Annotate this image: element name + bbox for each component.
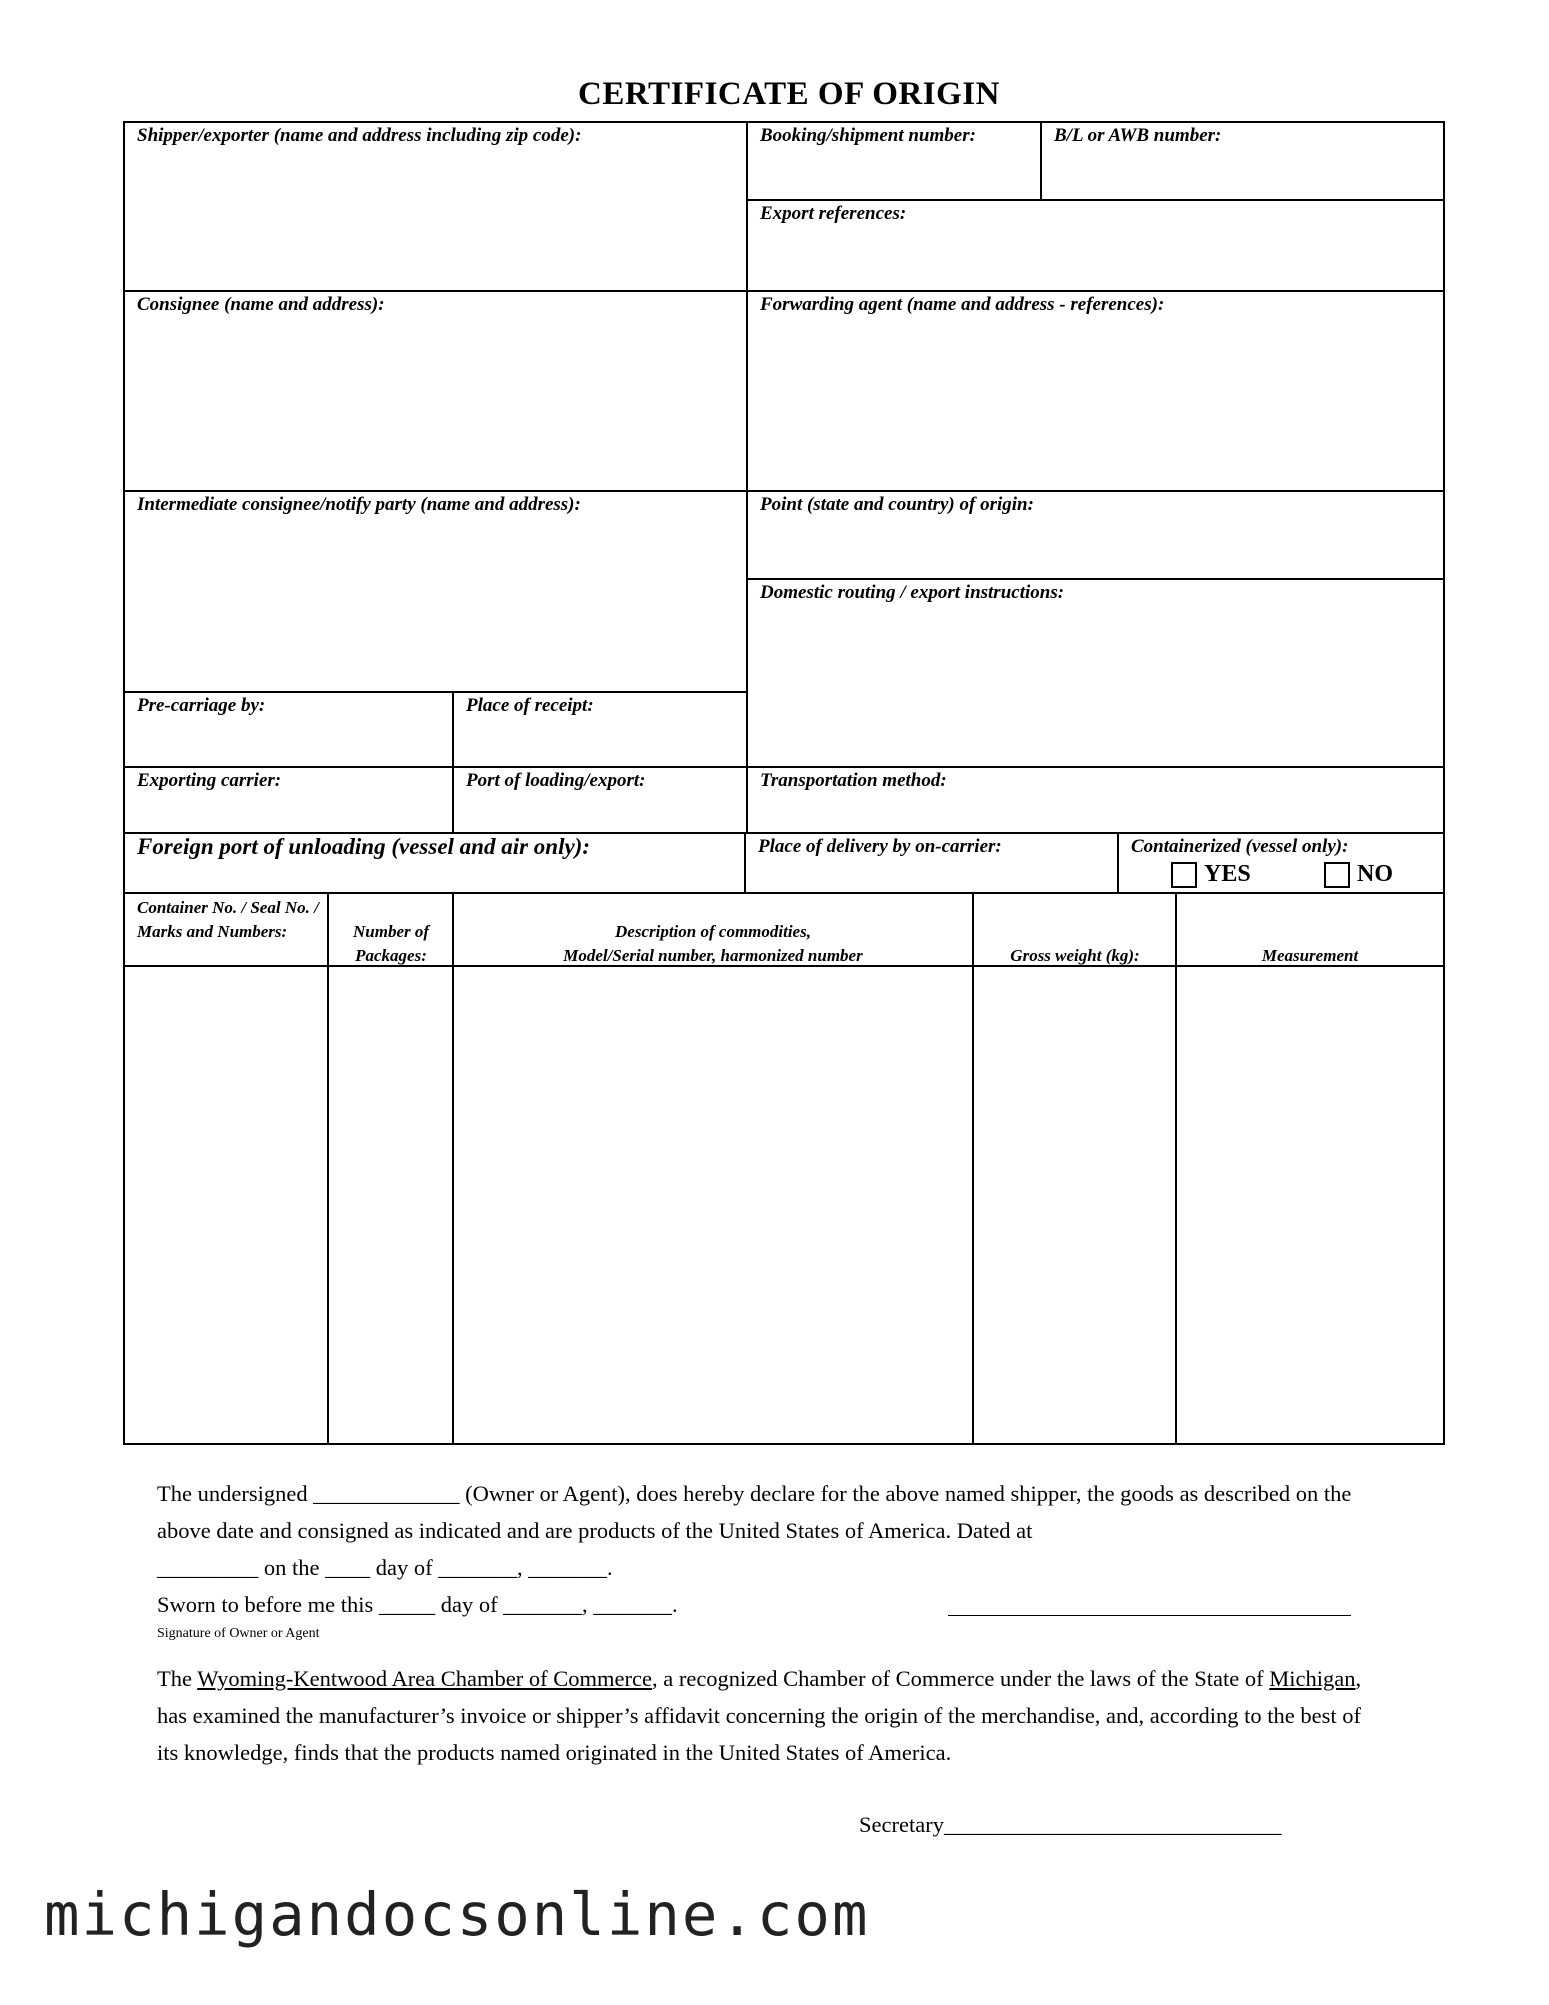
divider xyxy=(746,578,1445,580)
domestic-routing-label: Domestic routing / export instructions: xyxy=(760,582,1065,603)
border-right xyxy=(1443,121,1445,1444)
bl-awb-label: B/L or AWB number: xyxy=(1054,125,1222,146)
declaration-paragraph xyxy=(157,1475,1387,1623)
container-header: Container No. / Seal No. / Marks and Numbers: xyxy=(137,898,319,941)
divider xyxy=(452,691,454,833)
certificate-form xyxy=(123,121,1445,1444)
foreign-port-label: Foreign port of unloading (vessel and air only): xyxy=(137,834,591,859)
secretary-signature[interactable]: Secretary______________________________ xyxy=(859,1812,1282,1837)
divider xyxy=(746,199,1445,201)
divider xyxy=(972,892,974,1444)
chamber-text-2: , a recognized Chamber of Commerce under the laws of the State of xyxy=(651,1666,1264,1691)
packages-header: Number of Packages: xyxy=(352,922,430,965)
divider xyxy=(744,832,746,893)
declaration-text-1: The undersigned xyxy=(157,1481,308,1506)
chamber-state: Michigan xyxy=(1269,1666,1356,1691)
forwarding-agent-label: Forwarding agent (name and address - references): xyxy=(760,294,1165,315)
owner-agent-blank[interactable]: _____________ xyxy=(313,1481,460,1506)
place-of-delivery-label: Place of delivery by on-carrier: xyxy=(758,836,1002,857)
declaration-text-2: (Owner or Agent), does hereby declare for the above named shipper, the goods as described on the above date and consigned as indicated and are products of the United States of America. Dated at xyxy=(157,1481,1352,1543)
divider xyxy=(123,892,1445,894)
chamber-text-1: The xyxy=(157,1666,192,1691)
description-header xyxy=(458,920,968,968)
divider xyxy=(123,490,1445,492)
divider xyxy=(123,766,1445,768)
gross-weight-header: Gross weight (kg): xyxy=(1010,946,1140,965)
chamber-paragraph xyxy=(157,1660,1387,1771)
measurement-header: Measurement xyxy=(1261,946,1359,965)
divider xyxy=(123,691,747,693)
description-header-line1: Description of commodities, xyxy=(615,922,811,941)
yes-label: YES xyxy=(1204,861,1251,887)
booking-label: Booking/shipment number: xyxy=(760,125,976,146)
chamber-text-3: , has examined the manufacturer’s invoice or shipper’s affidavit concerning the origin of the merchandise, and, according to the best of its knowledge, finds that the products named originated in the United States of America. xyxy=(157,1666,1362,1765)
no-label: NO xyxy=(1357,861,1393,887)
divider xyxy=(327,892,329,1444)
site-watermark: michigandocsonline.com xyxy=(44,1880,870,1949)
containerized-yes-checkbox[interactable] xyxy=(1171,862,1197,888)
chamber-name: Wyoming-Kentwood Area Chamber of Commerce xyxy=(197,1666,652,1691)
divider xyxy=(1117,832,1119,893)
dated-line: _________ on the ____ day of _______, _______. xyxy=(157,1555,613,1580)
place-of-receipt-label: Place of receipt: xyxy=(466,695,594,716)
divider xyxy=(1040,121,1042,200)
border-left xyxy=(123,121,125,1444)
exporting-carrier-label: Exporting carrier: xyxy=(137,770,282,791)
intermediate-consignee-label: Intermediate consignee/notify party (name and address): xyxy=(137,494,581,515)
description-header-line2: Model/Serial number, harmonized number xyxy=(563,946,863,965)
transportation-method-label: Transportation method: xyxy=(760,770,947,791)
document-title: CERTIFICATE OF ORIGIN xyxy=(578,76,1000,112)
border-bottom xyxy=(123,1443,1445,1445)
divider xyxy=(123,290,1445,292)
export-references-label: Export references: xyxy=(760,203,907,224)
divider xyxy=(746,121,748,833)
sworn-line: Sworn to before me this _____ day of _______, _______. xyxy=(157,1592,678,1617)
border-top xyxy=(123,121,1445,123)
divider xyxy=(452,892,454,1444)
consignee-label: Consignee (name and address): xyxy=(137,294,385,315)
pre-carriage-label: Pre-carriage by: xyxy=(137,695,266,716)
owner-signature-line[interactable] xyxy=(948,1615,1351,1616)
containerized-label: Containerized (vessel only): xyxy=(1131,836,1349,857)
signature-caption: Signature of Owner or Agent xyxy=(157,1626,320,1641)
port-of-loading-label: Port of loading/export: xyxy=(466,770,646,791)
point-of-origin-label: Point (state and country) of origin: xyxy=(760,494,1034,515)
divider xyxy=(1175,892,1177,1444)
containerized-no-checkbox[interactable] xyxy=(1324,862,1350,888)
shipper-label: Shipper/exporter (name and address including zip code): xyxy=(137,125,582,146)
